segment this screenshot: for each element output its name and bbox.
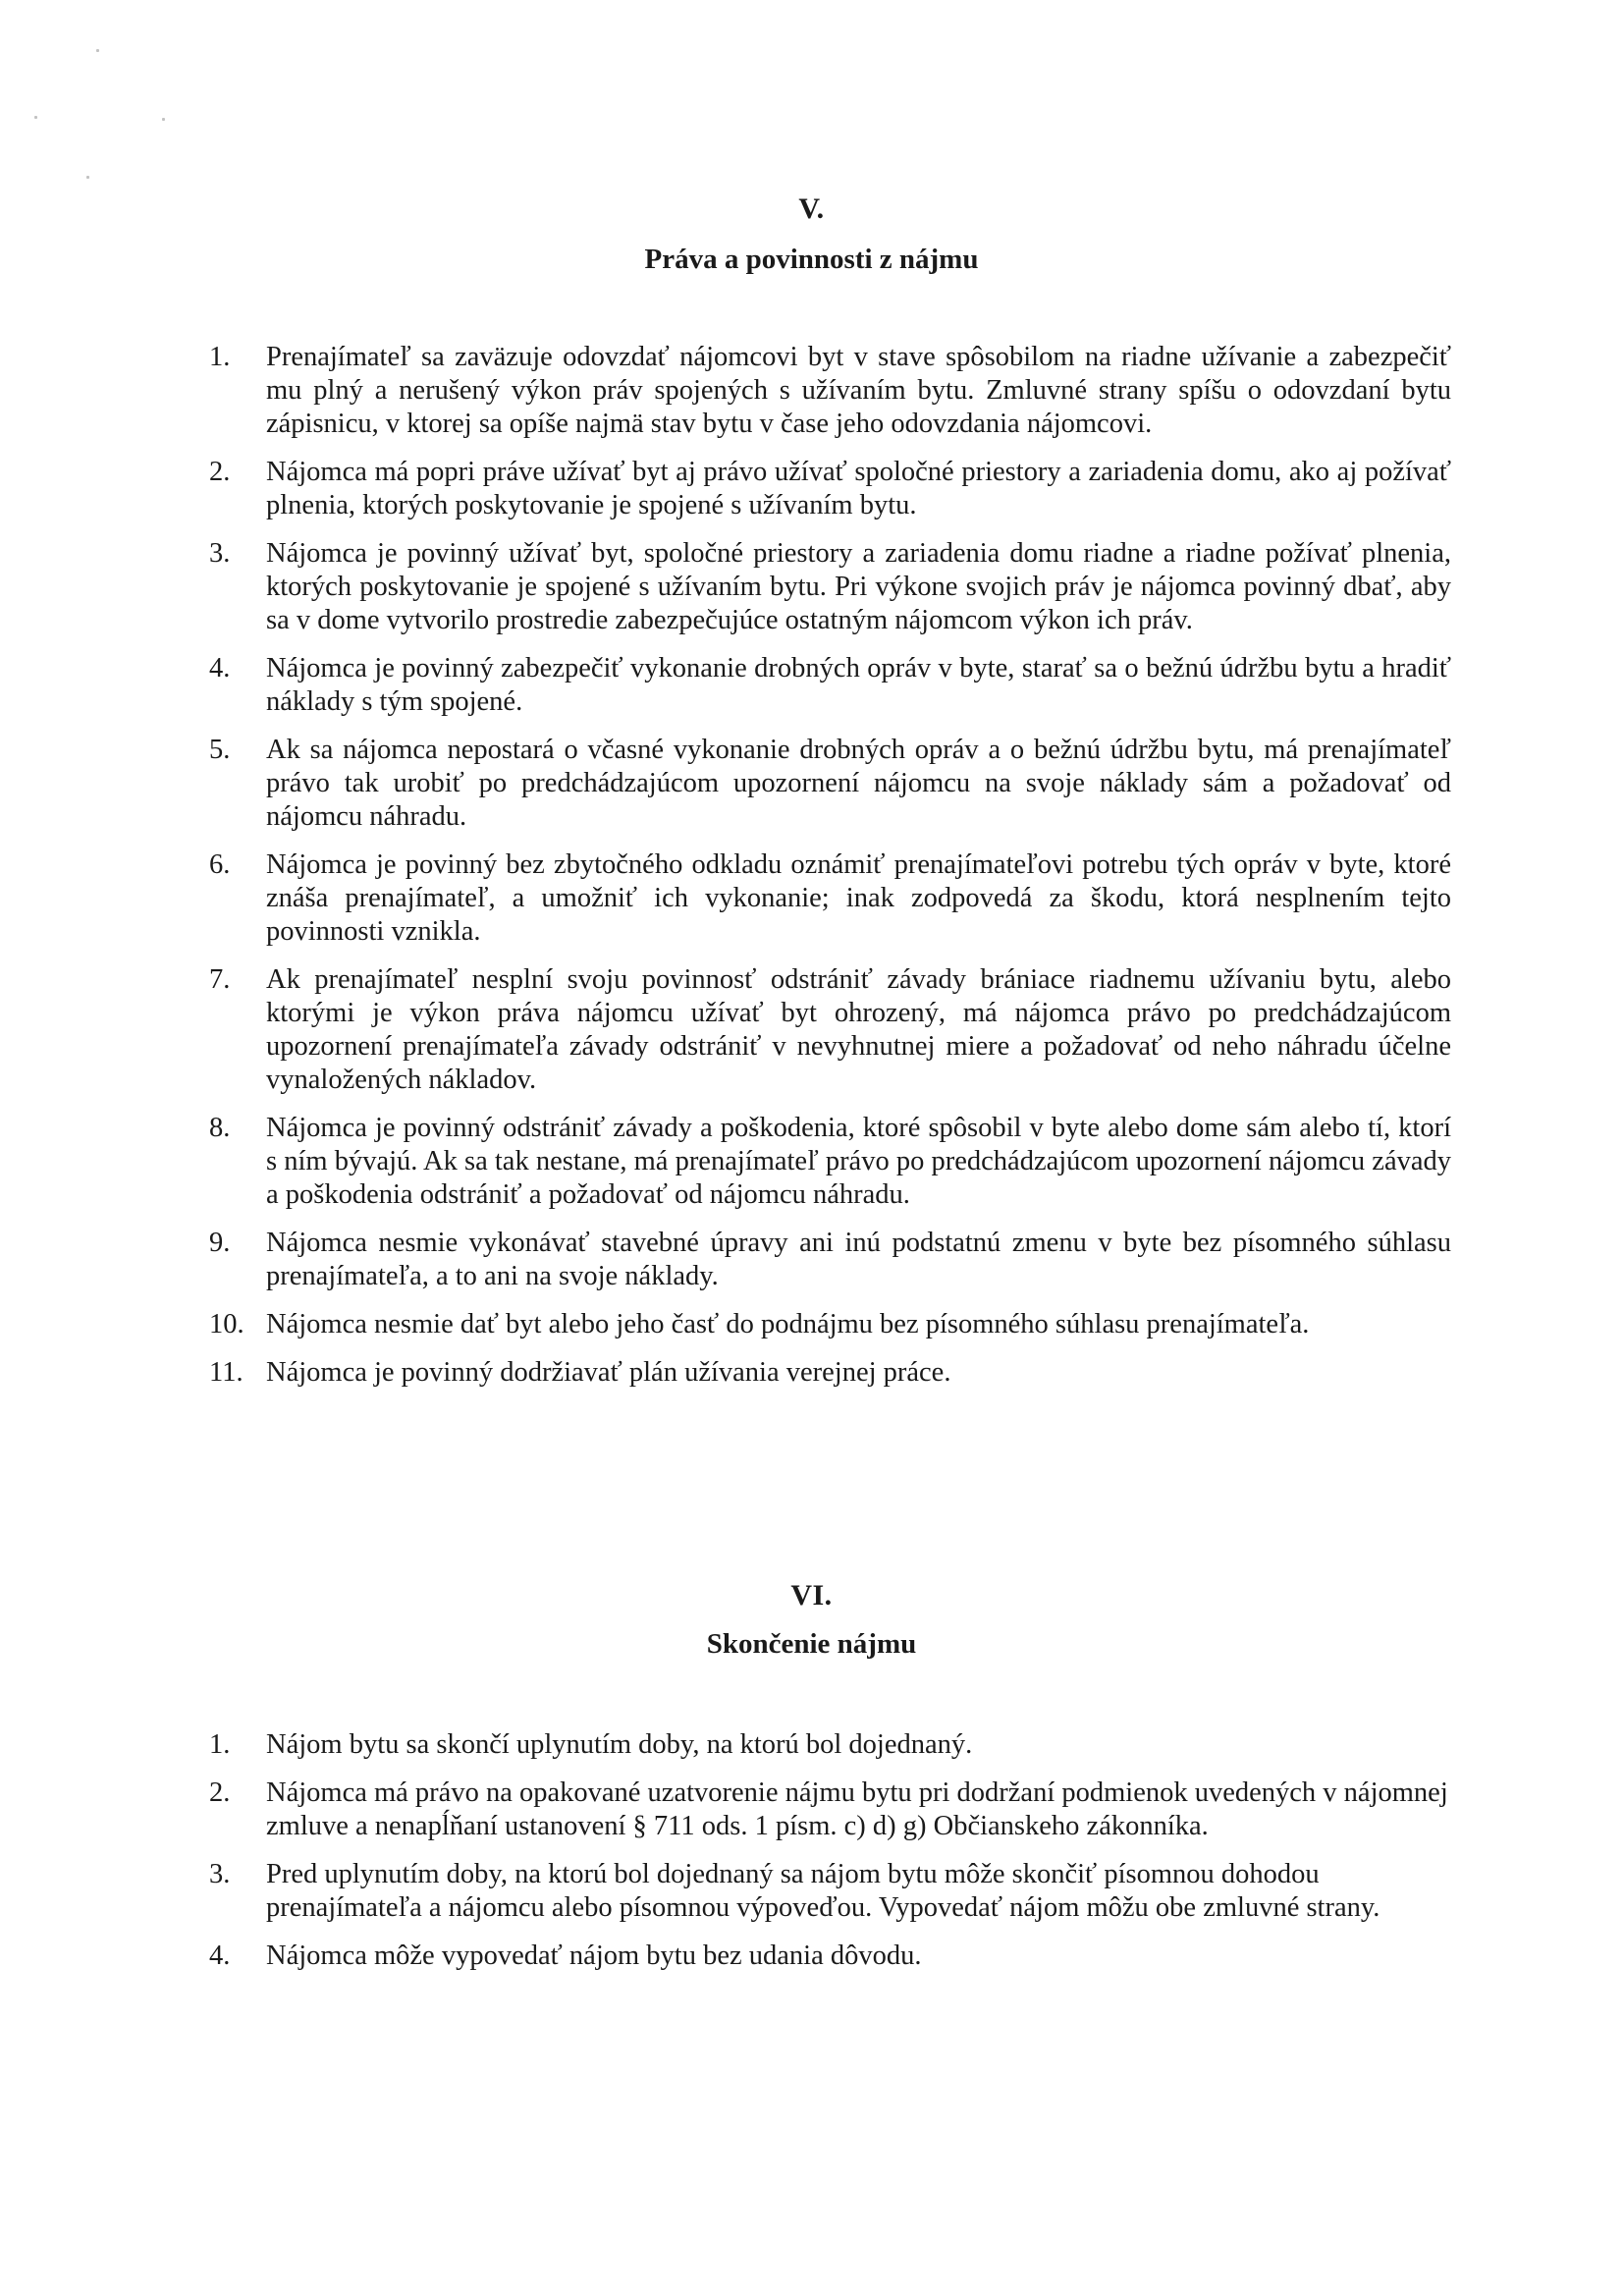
list-item (209, 1940, 1451, 1973)
list-item (209, 537, 1451, 637)
list-item (209, 1227, 1451, 1293)
item-text: Nájomca je povinný dodržiavať plán užívania verejnej práce. (266, 1357, 951, 1388)
item-number: 8. (209, 1113, 231, 1143)
item-text: Nájomca má právo na opakované uzatvorenie nájmu bytu pri dodržaní podmienok uvedených v nájomnej zmluve a nenapĺňaní ustanovení § 711 ods. 1 písm. c) d) g) Občianskeho zákonníka. (266, 1777, 1448, 1841)
item-text: Nájomca má popri práve užívať byt aj právo užívať spoločné priestory a zariadenia domu, ako aj požívať plnenia, ktorých poskytovanie je spojené s užívaním bytu. (266, 457, 1451, 520)
section-vi-number: VI. (790, 1579, 833, 1612)
item-number: 7. (209, 964, 231, 995)
scan-speck (162, 118, 165, 121)
list-item (209, 341, 1451, 441)
item-text: Nájomca nesmie dať byt alebo jeho časť do podnájmu bez písomného súhlasu prenajímateľa. (266, 1309, 1310, 1339)
item-number: 9. (209, 1228, 231, 1258)
item-number: 4. (209, 653, 231, 683)
item-text: Nájomca je povinný bez zbytočného odkladu oznámiť prenajímateľovi potrebu tých opráv v byte, ktoré znáša prenajímateľ, a umožniť ich vykonanie; inak zodpovedá za škodu, ktorá nesplnením tejto povinnosti vznikla. (266, 849, 1451, 947)
list-item (209, 963, 1451, 1097)
item-text: Nájom bytu sa skončí uplynutím doby, na ktorú bol dojednaný. (266, 1729, 973, 1760)
item-number: 11. (209, 1357, 243, 1388)
scan-speck (86, 176, 89, 179)
list-item (209, 1112, 1451, 1212)
item-text: Nájomca je povinný zabezpečiť vykonanie drobných opráv v byte, starať sa o bežnú údržbu bytu a hradiť náklady s tým spojené. (266, 653, 1451, 717)
list-item (209, 1728, 1451, 1762)
item-number: 6. (209, 849, 231, 880)
item-number: 4. (209, 1941, 231, 1971)
list-item (209, 652, 1451, 719)
list-item (209, 848, 1451, 949)
item-number: 5. (209, 735, 231, 765)
item-number: 1. (209, 342, 231, 372)
item-number: 1. (209, 1729, 231, 1760)
scan-speck (34, 116, 37, 119)
item-number: 3. (209, 538, 231, 569)
item-text: Nájomca je povinný užívať byt, spoločné priestory a zariadenia domu riadne a riadne požívať plnenia, ktorých poskytovanie je spojené s užívaním bytu. Pri výkone svojich práv je nájomca povinný dbať, aby sa v dome vytvorilo prostredie zabezpečujúce ostatným nájomcom výkon ich práv. (266, 538, 1451, 635)
list-item (209, 456, 1451, 522)
item-text: Ak sa nájomca nepostará o včasné vykonanie drobných opráv a o bežnú údržbu bytu, má prenajímateľ právo tak urobiť po predchádzajúcom upozornení nájomcu na svoje náklady sám a požadovať od nájomcu náhradu. (266, 735, 1451, 832)
section-vi-title: Skončenie nájmu (706, 1628, 917, 1660)
item-number: 10. (209, 1309, 244, 1339)
item-text: Nájomca je povinný odstrániť závady a poškodenia, ktoré spôsobil v byte alebo dome sám alebo tí, ktorí s ním bývajú. Ak sa tak nestane, má prenajímateľ právo po predchádzajúcom upozornení nájomcu závady a poškodenia odstrániť a požadovať od nájomcu náhradu. (266, 1113, 1451, 1210)
list-item (209, 1777, 1451, 1843)
section-v-number: V. (798, 192, 825, 225)
scan-speck (96, 49, 99, 52)
item-number: 2. (209, 1777, 231, 1808)
item-text: Nájomca nesmie vykonávať stavebné úpravy ani inú podstatnú zmenu v byte bez písomného súhlasu prenajímateľa, a to ani na svoje náklady. (266, 1228, 1451, 1291)
section-v-title: Práva a povinnosti z nájmu (644, 244, 979, 275)
section-vi-list (209, 1728, 1451, 1988)
item-text: Prenajímateľ sa zaväzuje odovzdať nájomcovi byt v stave spôsobilom na riadne užívanie a zabezpečiť mu plný a nerušený výkon práv spojených s užívaním bytu. Zmluvné strany spíšu o odovzdaní bytu zápisnicu, v ktorej sa opíše najmä stav bytu v čase jeho odovzdania nájomcovi. (266, 342, 1451, 439)
list-item (209, 1308, 1451, 1341)
list-item (209, 734, 1451, 834)
item-text: Pred uplynutím doby, na ktorú bol dojednaný sa nájom bytu môže skončiť písomnou dohodou prenajímateľa a nájomcu alebo písomnou výpoveďou. Vypovedať nájom môžu obe zmluvné strany. (266, 1859, 1380, 1923)
item-number: 2. (209, 457, 231, 487)
item-text: Ak prenajímateľ nesplní svoju povinnosť odstrániť závady brániace riadnemu užívaniu bytu, alebo ktorými je výkon práva nájomcu užívať byt ohrozený, má nájomca právo po predchádzajúcom upozornení prenajímateľa závady odstrániť v nevyhnutnej miere a požadovať od neho náhradu účelne vynaložených nákladov. (266, 964, 1451, 1095)
list-item (209, 1858, 1451, 1925)
item-text: Nájomca môže vypovedať nájom bytu bez udania dôvodu. (266, 1941, 922, 1971)
item-number: 3. (209, 1859, 231, 1889)
list-item (209, 1356, 1451, 1390)
section-v-list (209, 341, 1451, 1404)
